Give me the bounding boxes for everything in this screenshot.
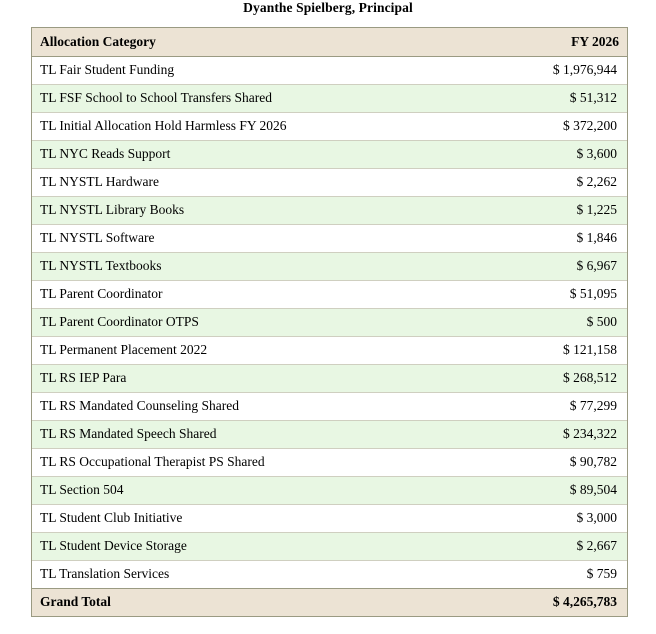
allocation-category-cell: TL FSF School to School Transfers Shared <box>32 84 485 112</box>
table-row <box>32 308 627 336</box>
allocation-category-cell: TL Fair Student Funding <box>32 56 485 84</box>
table-row <box>32 476 627 504</box>
column-header-fiscal-year: FY 2026 <box>485 28 627 56</box>
allocation-category-cell: TL Parent Coordinator <box>32 280 485 308</box>
table-row <box>32 504 627 532</box>
allocation-category-cell: TL NYSTL Library Books <box>32 196 485 224</box>
table-row <box>32 140 627 168</box>
table-row <box>32 196 627 224</box>
table-footer <box>32 588 627 616</box>
allocation-amount-cell: $ 3,000 <box>485 504 627 532</box>
allocation-amount-cell: $ 759 <box>485 560 627 588</box>
allocation-amount-cell: $ 372,200 <box>485 112 627 140</box>
table-row <box>32 168 627 196</box>
allocation-category-cell: TL RS Occupational Therapist PS Shared <box>32 448 485 476</box>
table-row <box>32 84 627 112</box>
grand-total-amount: $ 4,265,783 <box>485 588 627 616</box>
allocation-category-cell: TL Student Device Storage <box>32 532 485 560</box>
table-header <box>32 28 627 56</box>
allocation-table-container <box>31 27 628 617</box>
allocation-category-cell: TL NYSTL Hardware <box>32 168 485 196</box>
allocation-amount-cell: $ 1,225 <box>485 196 627 224</box>
allocation-amount-cell: $ 1,976,944 <box>485 56 627 84</box>
allocation-category-cell: TL Initial Allocation Hold Harmless FY 2026 <box>32 112 485 140</box>
allocation-amount-cell: $ 90,782 <box>485 448 627 476</box>
grand-total-row <box>32 588 627 616</box>
table-row <box>32 336 627 364</box>
table-row <box>32 364 627 392</box>
allocation-category-cell: TL NYC Reads Support <box>32 140 485 168</box>
allocation-amount-cell: $ 1,846 <box>485 224 627 252</box>
allocation-amount-cell: $ 77,299 <box>485 392 627 420</box>
table-header-row <box>32 28 627 56</box>
allocation-amount-cell: $ 2,667 <box>485 532 627 560</box>
table-row <box>32 252 627 280</box>
allocation-table <box>32 28 627 616</box>
table-row <box>32 280 627 308</box>
allocation-category-cell: TL Student Club Initiative <box>32 504 485 532</box>
allocation-category-cell: TL Parent Coordinator OTPS <box>32 308 485 336</box>
table-row <box>32 448 627 476</box>
table-body <box>32 56 627 588</box>
allocation-amount-cell: $ 121,158 <box>485 336 627 364</box>
allocation-amount-cell: $ 89,504 <box>485 476 627 504</box>
allocation-category-cell: TL NYSTL Textbooks <box>32 252 485 280</box>
table-row <box>32 532 627 560</box>
table-row <box>32 224 627 252</box>
allocation-category-cell: TL NYSTL Software <box>32 224 485 252</box>
allocation-category-cell: TL RS Mandated Counseling Shared <box>32 392 485 420</box>
table-row <box>32 112 627 140</box>
allocation-category-cell: TL Permanent Placement 2022 <box>32 336 485 364</box>
allocation-category-cell: TL Section 504 <box>32 476 485 504</box>
allocation-category-cell: TL Translation Services <box>32 560 485 588</box>
allocation-amount-cell: $ 51,312 <box>485 84 627 112</box>
table-row <box>32 420 627 448</box>
allocation-category-cell: TL RS Mandated Speech Shared <box>32 420 485 448</box>
allocation-amount-cell: $ 234,322 <box>485 420 627 448</box>
allocation-amount-cell: $ 3,600 <box>485 140 627 168</box>
allocation-amount-cell: $ 6,967 <box>485 252 627 280</box>
table-row <box>32 392 627 420</box>
allocation-amount-cell: $ 268,512 <box>485 364 627 392</box>
column-header-allocation-category: Allocation Category <box>32 28 485 56</box>
allocation-amount-cell: $ 500 <box>485 308 627 336</box>
table-row <box>32 56 627 84</box>
allocation-category-cell: TL RS IEP Para <box>32 364 485 392</box>
allocation-amount-cell: $ 2,262 <box>485 168 627 196</box>
grand-total-label: Grand Total <box>32 588 485 616</box>
page-title: Dyanthe Spielberg, Principal <box>243 0 413 15</box>
table-row <box>32 560 627 588</box>
allocation-amount-cell: $ 51,095 <box>485 280 627 308</box>
